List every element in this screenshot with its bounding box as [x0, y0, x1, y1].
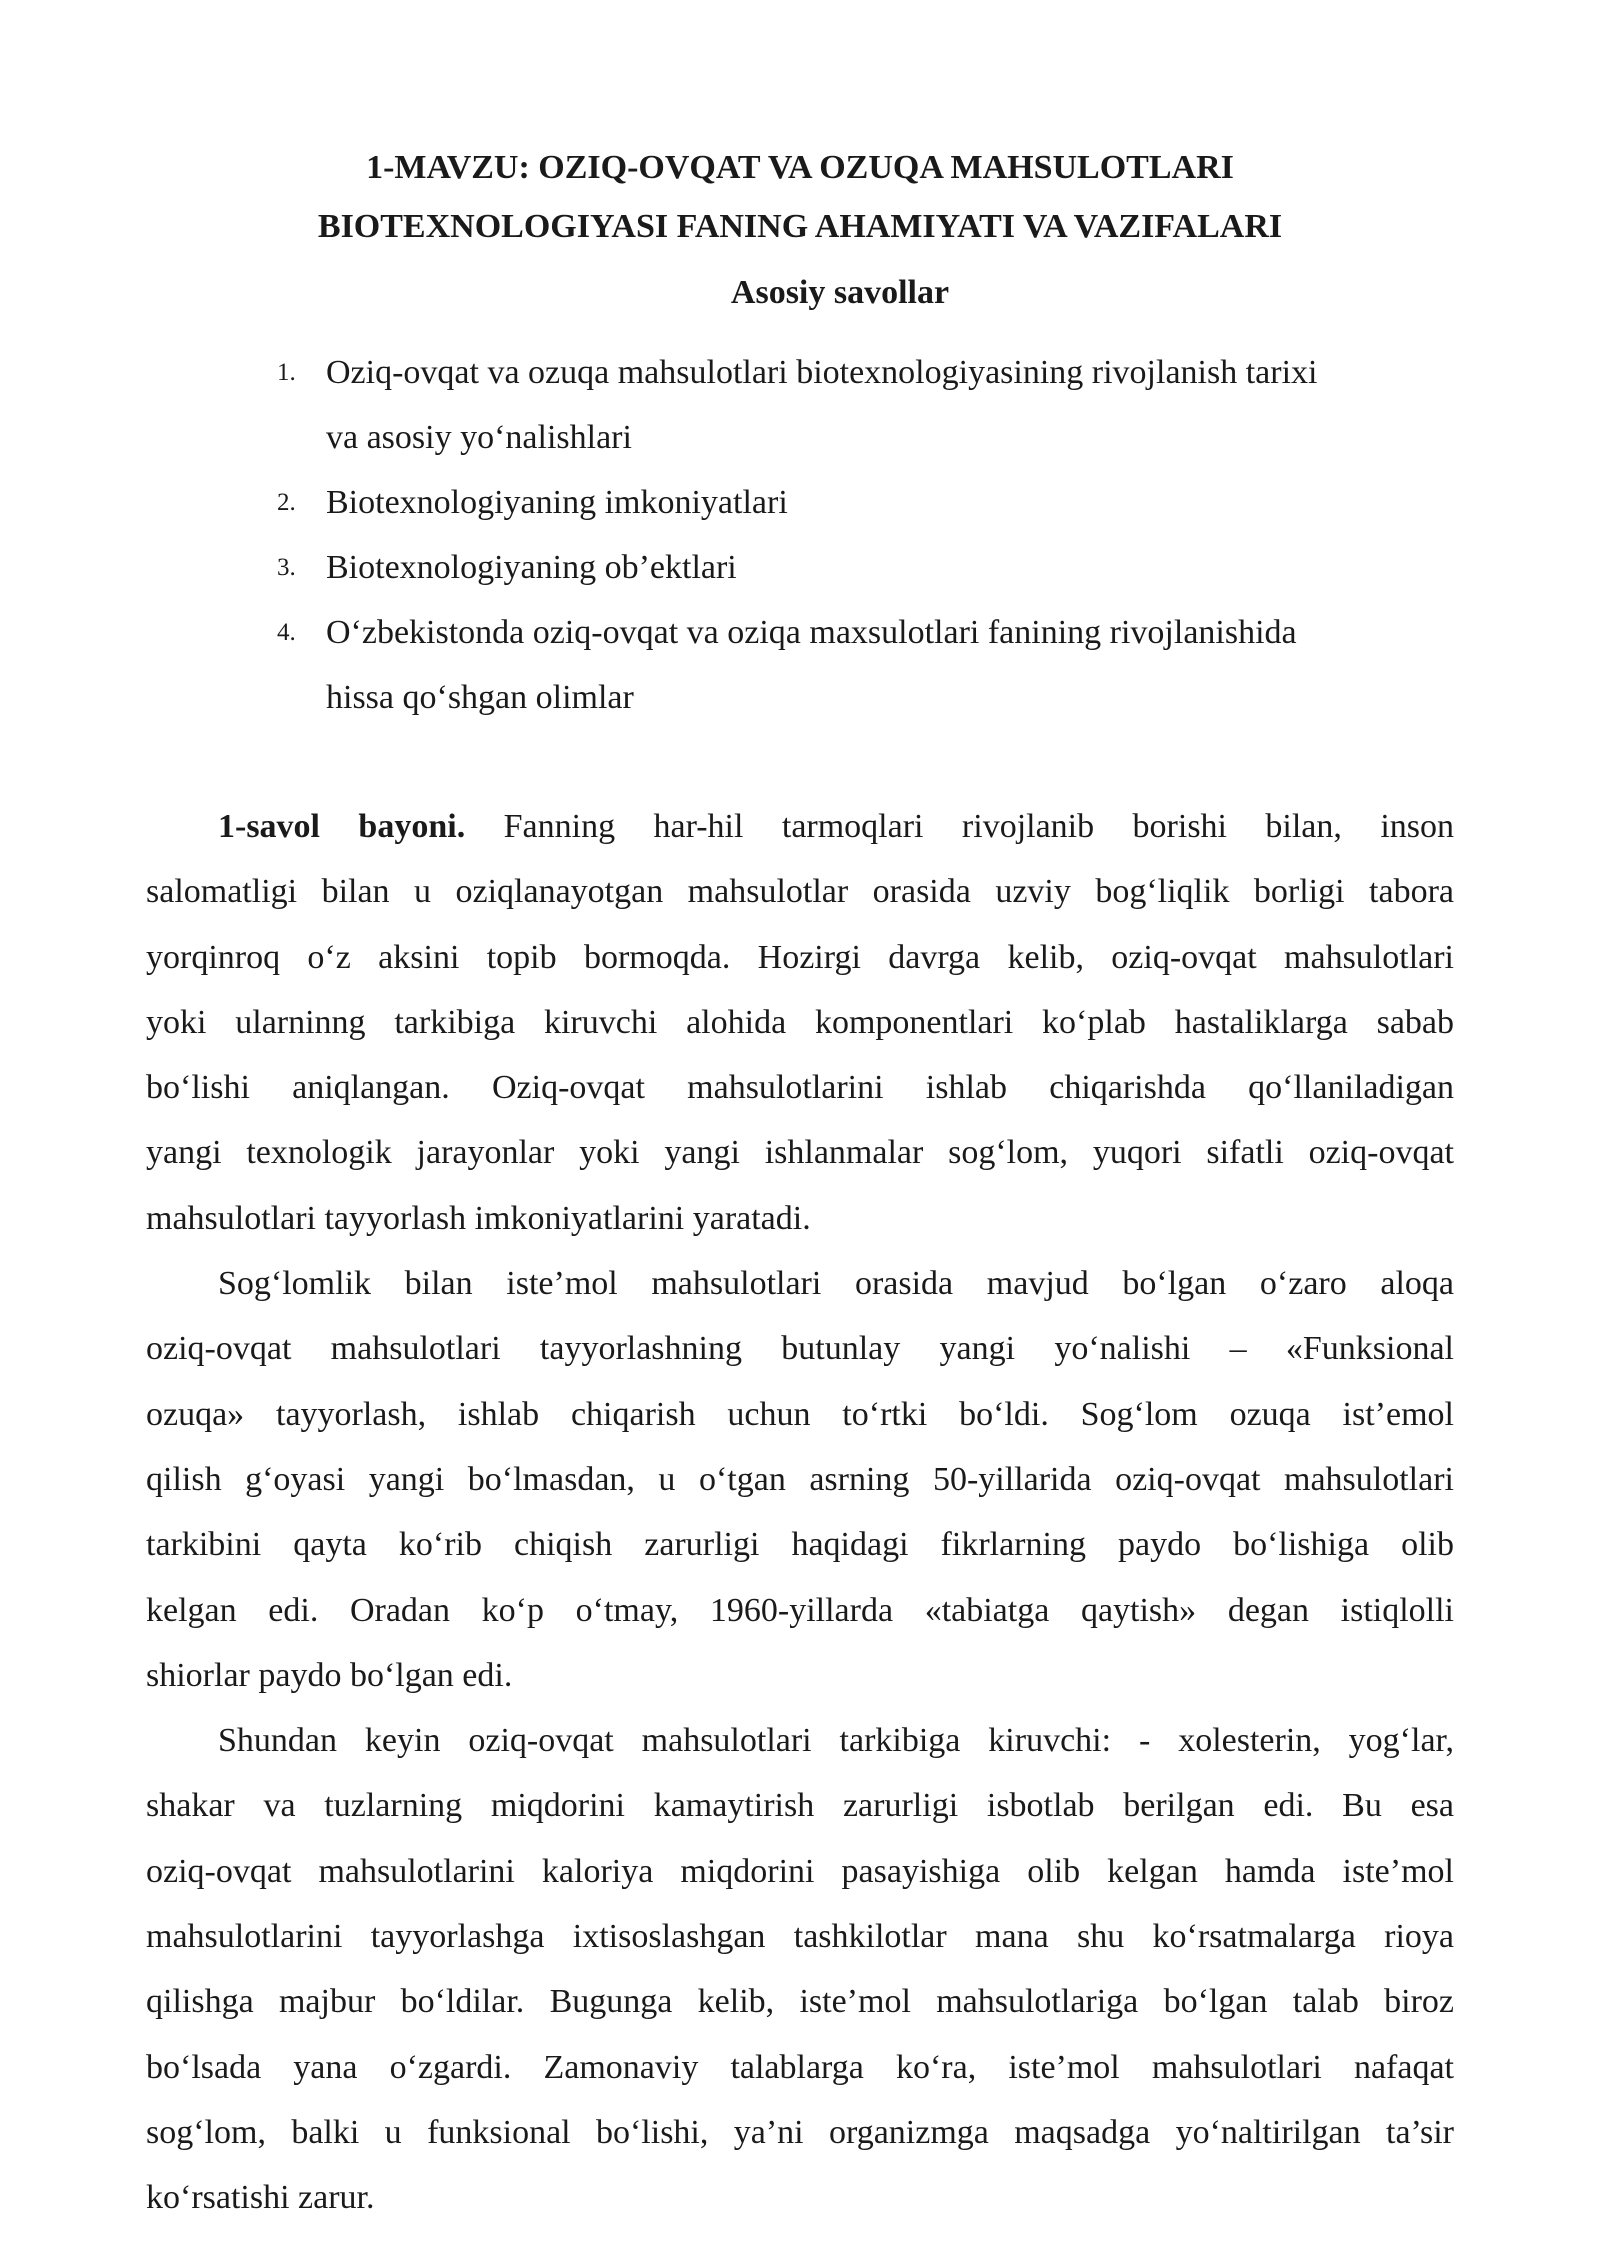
text-line: oziq-ovqat mahsulotlari tayyorlashning butunlay yangi yo‘nalishi – «Funksional	[146, 1330, 1454, 1368]
text-line: shakar va tuzlarning miqdorini kamaytirish zarurligi isbotlab berilgan edi. Bu esa	[146, 1787, 1454, 1825]
title-line-1: 1-MAVZU: OZIQ-OVQAT VA OZUQA MAHSULOTLARI	[366, 149, 1234, 186]
title-line-2: BIOTEXNOLOGIYASI FANING AHAMIYATI VA VAZIFALARI	[317, 208, 1283, 245]
list-item-number: 2.	[277, 489, 296, 516]
paragraph-2	[146, 1251, 1454, 1708]
text-line: yorqinroq o‘z aksini topib bormoqda. Hozirgi davrga kelib, oziq-ovqat mahsulotlari	[146, 938, 1454, 976]
text-line: sog‘lom, balki u funksional bo‘lishi, ya’ni organizmga maqsadga yo‘naltirilgan ta’sir	[146, 2113, 1454, 2151]
paragraph-lead: 1-savol bayoni.	[218, 808, 466, 845]
paragraph-3	[146, 1708, 1454, 2230]
text-line: qilishga majbur bo‘ldilar. Bugunga kelib, iste’mol mahsulotlariga bo‘lgan talab biroz	[146, 1983, 1454, 2021]
questions-list	[272, 340, 1472, 730]
body-text	[146, 794, 1454, 2231]
text-line: qilish g‘oyasi yangi bo‘lmasdan, u o‘tgan asrning 50-yillarida oziq-ovqat mahsulotlari	[146, 1460, 1454, 1498]
text-line: yangi texnologik jarayonlar yoki yangi ishlanmalar sog‘lom, yuqori sifatli oziq-ovqat	[146, 1134, 1454, 1172]
list-item-text: Biotexnologiyaning ob’ektlari	[326, 549, 737, 586]
list-item	[272, 535, 1472, 600]
text-line: Shundan keyin oziq-ovqat mahsulotlari tarkibiga kiruvchi: - xolesterin, yog‘lar,	[218, 1722, 1454, 1760]
text-line: bo‘lishi aniqlangan. Oziq-ovqat mahsulotlarini ishlab chiqarishda qo‘llaniladigan	[146, 1069, 1454, 1107]
list-item-text: va asosiy yo‘nalishlari	[326, 419, 632, 456]
list-item-text: hissa qo‘shgan olimlar	[326, 679, 634, 716]
list-item-text: Oziq-ovqat va ozuqa mahsulotlari biotexnologiyasining rivojlanish tarixi	[326, 354, 1318, 391]
text-line: oziq-ovqat mahsulotlarini kaloriya miqdorini pasayishiga olib kelgan hamda iste’mol	[146, 1852, 1454, 1890]
text-line: Sog‘lomlik bilan iste’mol mahsulotlari orasida mavjud bo‘lgan o‘zaro aloqa	[218, 1265, 1454, 1303]
text-line: shiorlar paydo bo‘lgan edi.	[146, 1656, 513, 1694]
paragraph-1	[146, 794, 1454, 1251]
text-line: mahsulotlarini tayyorlashga ixtisoslashgan tashkilotlar mana shu ko‘rsatmalarga rioya	[146, 1918, 1454, 1956]
text-line: salomatligi bilan u oziqlanayotgan mahsulotlar orasida uzviy bog‘liqlik borligi tabora	[146, 873, 1454, 911]
list-item	[272, 340, 1472, 470]
list-item	[272, 470, 1472, 535]
section-subtitle: Asosiy savollar	[730, 274, 950, 311]
text-line: ko‘rsatishi zarur.	[146, 2179, 375, 2217]
list-item	[272, 600, 1472, 730]
text-line	[146, 794, 1454, 859]
list-item-text: Biotexnologiyaning imkoniyatlari	[326, 484, 788, 521]
list-item-text: O‘zbekistonda oziq-ovqat va oziqa maxsulotlari fanining rivojlanishida	[326, 614, 1297, 651]
text-line: bo‘lsada yana o‘zgardi. Zamonaviy talablarga ko‘ra, iste’mol mahsulotlari nafaqat	[146, 2048, 1454, 2086]
list-item-number: 4.	[277, 619, 296, 646]
page-title	[146, 138, 1454, 256]
text-line: ozuqa» tayyorlash, ishlab chiqarish uchun to‘rtki bo‘ldi. Sog‘lom ozuqa ist’emol	[146, 1395, 1454, 1433]
text-line: mahsulotlari tayyorlash imkoniyatlarini yaratadi.	[146, 1199, 811, 1237]
text-line: kelgan edi. Oradan ko‘p o‘tmay, 1960-yillarda «tabiatga qaytish» degan istiqlolli	[146, 1591, 1454, 1629]
list-item-number: 3.	[277, 554, 296, 581]
list-item-number: 1.	[277, 359, 296, 386]
text-line: tarkibini qayta ko‘rib chiqish zarurligi haqidagi fikrlarning paydo bo‘lishiga olib	[146, 1526, 1454, 1564]
text-line: yoki ularninng tarkibiga kiruvchi alohida komponentlari ko‘plab hastaliklarga sabab	[146, 1003, 1454, 1041]
text-line-content: Fanning har-hil tarmoqlari rivojlanib borishi bilan, inson	[465, 808, 1455, 845]
